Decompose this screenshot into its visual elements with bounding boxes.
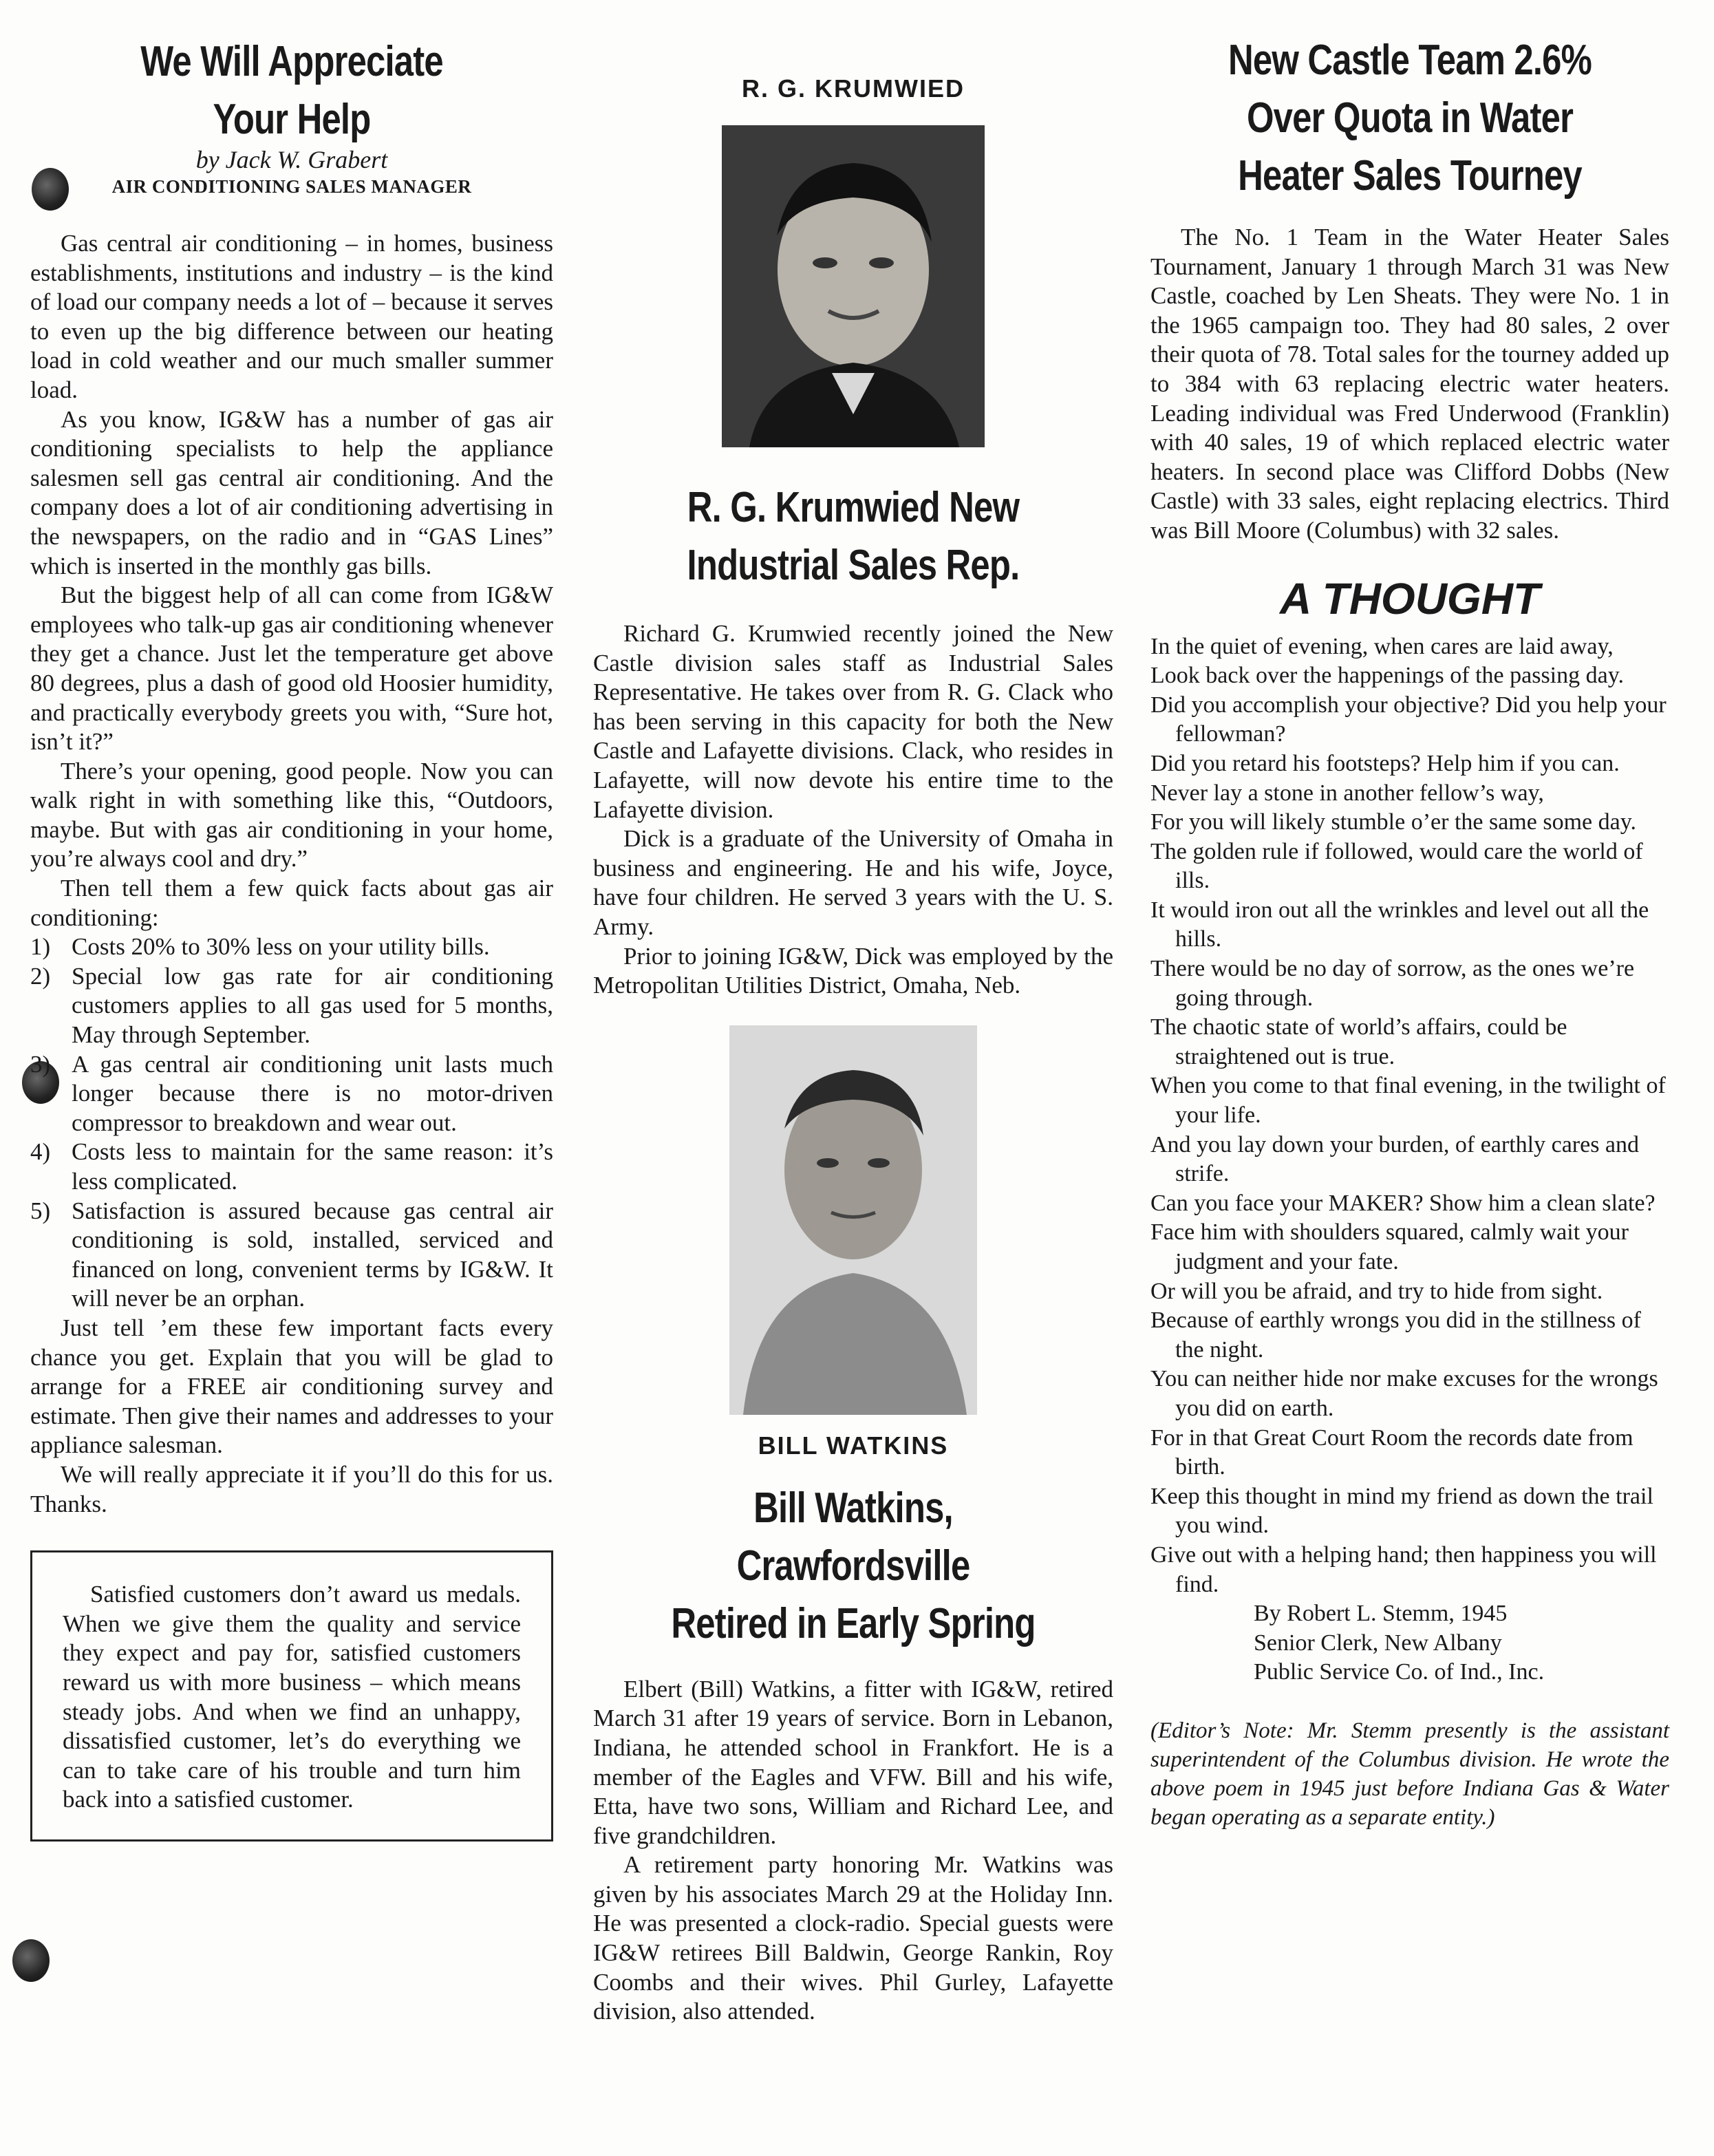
poem-body [1150,632,1669,1600]
poem-line: When you come to that final evening, in the twilight of your life. [1150,1073,1666,1129]
headline-line: New Castle Team 2.6% [1228,36,1592,84]
headline-appreciate-help [77,33,506,149]
headline-line: Over Quota in Water [1246,94,1574,142]
editor-note: (Editor’s Note: Mr. Stemm presently is the assistant superintendent of the Columbus division. He wrote the above poem in 1945 just before Indiana Gas & Water began operating as a separate entity.) [1150,1718,1669,1830]
headline-line: Industrial Sales Rep. [687,542,1020,589]
facts-list [30,932,553,1314]
photo-caption-watkins: BILL WATKINS [758,1431,949,1460]
list-number: 4) [30,1138,51,1166]
poem-line: Can you face your MAKER? Show him a clean slate? [1150,1190,1656,1216]
signature-line: Public Service Co. of Ind., Inc. [1254,1659,1545,1685]
poem-line: Or will you be afraid, and try to hide from sight. [1150,1278,1603,1304]
portrait-icon [722,125,985,447]
list-number: 5) [30,1197,51,1224]
poem-line: It would iron out all the wrinkles and level out all the hills. [1150,897,1649,952]
paragraph: Elbert (Bill) Watkins, a fitter with IG&W, retired March 31 after 19 years of service. Born in Lebanon, Indiana, he attended school in Frankfort. He is a member of the Eagles and VFW. Bill and his wife, Etta, have two sons, William and Richard Lee, and five grandchildren. [593,1675,1113,1849]
poem-line: There would be no day of sorrow, as the ones we’re going through. [1150,956,1635,1011]
poem-line: The golden rule if followed, would care the world of ills. [1150,838,1643,894]
paragraph: Gas central air conditioning – in homes, business establishments, institutions and industry – is the kind of load our company needs a lot of – because it serves to even up the big difference between our heating load in cold weather and our much smaller summer load. [30,230,553,403]
signature-line: By Robert L. Stemm, 1945 [1254,1601,1508,1627]
headline-new-castle [1197,32,1622,205]
photo-krumwied [722,125,985,447]
poem-signature [1150,1599,1669,1687]
paragraph: Just tell ’em these few important facts every chance you get. Explain that you will be glad to arrange for a FREE air conditioning survey and estimate. Then give their names and addresses to your appliance salesman. [30,1314,553,1459]
poem-line: And you lay down your burden, of earthly cares and strife. [1150,1131,1640,1187]
poem-line: You can neither hide nor make excuses for the wrongs you did on earth. [1150,1366,1658,1421]
poem-line: Look back over the happenings of the passing day. [1150,663,1625,689]
list-text: Special low gas rate for air conditioning customers applies to all gas used for 5 months, May through September. [72,962,553,1049]
list-number: 1) [30,933,51,961]
list-item [30,932,553,962]
poem-line: In the quiet of evening, when cares are laid away, [1150,633,1614,659]
list-item [30,1138,553,1196]
poem-line: Never lay a stone in another fellow’s way, [1150,780,1544,806]
headline-line: R. G. Krumwied New [687,484,1020,531]
photo-watkins [729,1025,977,1415]
poem-line: Did you retard his footsteps? Help him if you can. [1150,750,1620,776]
photo-caption-krumwied: R. G. KRUMWIED [742,74,965,103]
list-text: A gas central air conditioning unit lasts much longer because there is no motor-driven compressor to breakdown and wear out. [72,1050,553,1136]
list-number: 3) [30,1050,51,1078]
paragraph: There’s your opening, good people. Now you can walk right in with something like this, “Outdoors, maybe. But with gas air conditioning in your home, you’re always cool and dry.” [30,757,553,873]
headline-watkins [640,1480,1067,1653]
byline-author: by Jack W. Grabert [195,146,388,173]
byline-title: AIR CONDITIONING SALES MANAGER [111,176,472,197]
article-body-new-castle [1150,223,1669,546]
paragraph: But the biggest help of all can come from IG&W employees who talk-up gas air conditioning whenever they get a chance. Just let the temperature get above 80 degrees, plus a dash of good old Hoosier humidity, and practically everybody greets you with, “Sure hot, isn’t it?” [30,581,553,756]
poem-line: Face him with shoulders squared, calmly wait your judgment and your fate. [1150,1219,1629,1274]
column-left [30,0,553,1842]
column-right [1150,0,1669,1832]
paragraph: As you know, IG&W has a number of gas air conditioning specialists to help the appliance salesmen sell gas central air conditioning. And the company does a lot of air conditioning advertising in the newspapers, on the radio and in “GAS Lines” which is inserted in the monthly gas bills. [30,405,553,579]
headline-line: Heater Sales Tourney [1238,152,1582,200]
paragraph: Richard G. Krumwied recently joined the New Castle division sales staff as Industrial Sales Representative. He takes over from R. G. Clack who has been serving in this capacity for both the New Castle and Lafayette divisions. Clack, who resides in Lafayette, will now devote his entire time to the Lafayette division. [593,620,1113,823]
portrait-icon [729,1025,977,1415]
paragraph: A retirement party honoring Mr. Watkins was given by his associates March 29 at the Holiday Inn. He was presented a clock-radio. Special guests were IG&W retirees Bill Baldwin, George Rankin, Roy Coombs and their wives. Phil Gurley, Lafayette division, also attended. [593,1851,1113,2025]
paragraph: Then tell them a few quick facts about gas air conditioning: [30,875,553,931]
signature-line: Senior Clerk, New Albany [1254,1630,1502,1656]
paragraph: Prior to joining IG&W, Dick was employed by the Metropolitan Utilities District, Omaha, Neb. [593,942,1113,999]
box-text: Satisfied customers don’t award us medals. When we give them the quality and service they expect and pay for, satisfied customers reward us with more business – which means steady jobs. And when we find an unhappy, dissatisfied customer, let’s do everything we can to take care of his trouble and turn him back into a satisfied customer. [63,1581,521,1813]
poem-line: For you will likely stumble o’er the same some day. [1150,809,1636,835]
list-item [30,1050,553,1138]
list-text: Costs less to maintain for the same reason: it’s less complicated. [72,1138,553,1195]
article-body-krumwied [593,619,1113,1001]
punch-hole-bottom [12,1939,50,1982]
paragraph: The No. 1 Team in the Water Heater Sales Tournament, January 1 through March 31 was New Castle, coached by Len Sheats. They were No. 1 in the 1965 campaign too. They had 80 sales, 2 over their quota of 78. Total sales for the tourney added up to 384 with 63 replacing electric water heaters. Leading individual was Fred Underwood (Franklin) with 40 sales, 19 of which replaced electric water heaters. In second place was Clifford Dobbs (New Castle) with 33 sales, eight replacing electrics. Third was Bill Moore (Columbus) with 32 sales. [1150,224,1669,544]
headline-krumwied [640,479,1067,595]
poem-line: Give out with a helping hand; then happiness you will find. [1150,1541,1657,1597]
paragraph: Dick is a graduate of the University of Omaha in business and engineering. He and his wife, Joyce, have four children. He served 3 years with the U. S. Army. [593,825,1113,940]
list-text: Satisfaction is assured because gas central air conditioning is sold, installed, serviced and financed on long, convenient terms by IG&W. It will never be an orphan. [72,1197,553,1312]
list-text: Costs 20% to 30% less on your utility bills. [72,933,490,961]
list-item [30,962,553,1050]
headline-line: We Will Appreciate [140,38,443,85]
headline-line: Retired in Early Spring [671,1599,1036,1647]
poem-line: The chaotic state of world’s affairs, could be straightened out is true. [1150,1014,1567,1069]
satisfied-customers-box [30,1550,553,1842]
poem-line: Because of earthly wrongs you did in the stillness of the night. [1150,1308,1641,1363]
list-number: 2) [30,962,51,990]
poem-title: A THOUGHT [1279,573,1541,623]
headline-line: Your Help [213,96,371,143]
article-body-appreciate [30,229,553,1519]
poem-line: Keep this thought in mind my friend as down the trail you wind. [1150,1483,1653,1539]
list-item [30,1197,553,1314]
poem-line: For in that Great Court Room the records date from birth. [1150,1424,1633,1480]
poem-line: Did you accomplish your objective? Did you help your fellowman? [1150,692,1667,747]
headline-line: Bill Watkins, Crawfordsville [736,1484,970,1590]
column-middle [593,0,1113,2027]
article-body-watkins [593,1675,1113,2027]
paragraph: We will really appreciate it if you’ll do this for us. Thanks. [30,1460,553,1517]
